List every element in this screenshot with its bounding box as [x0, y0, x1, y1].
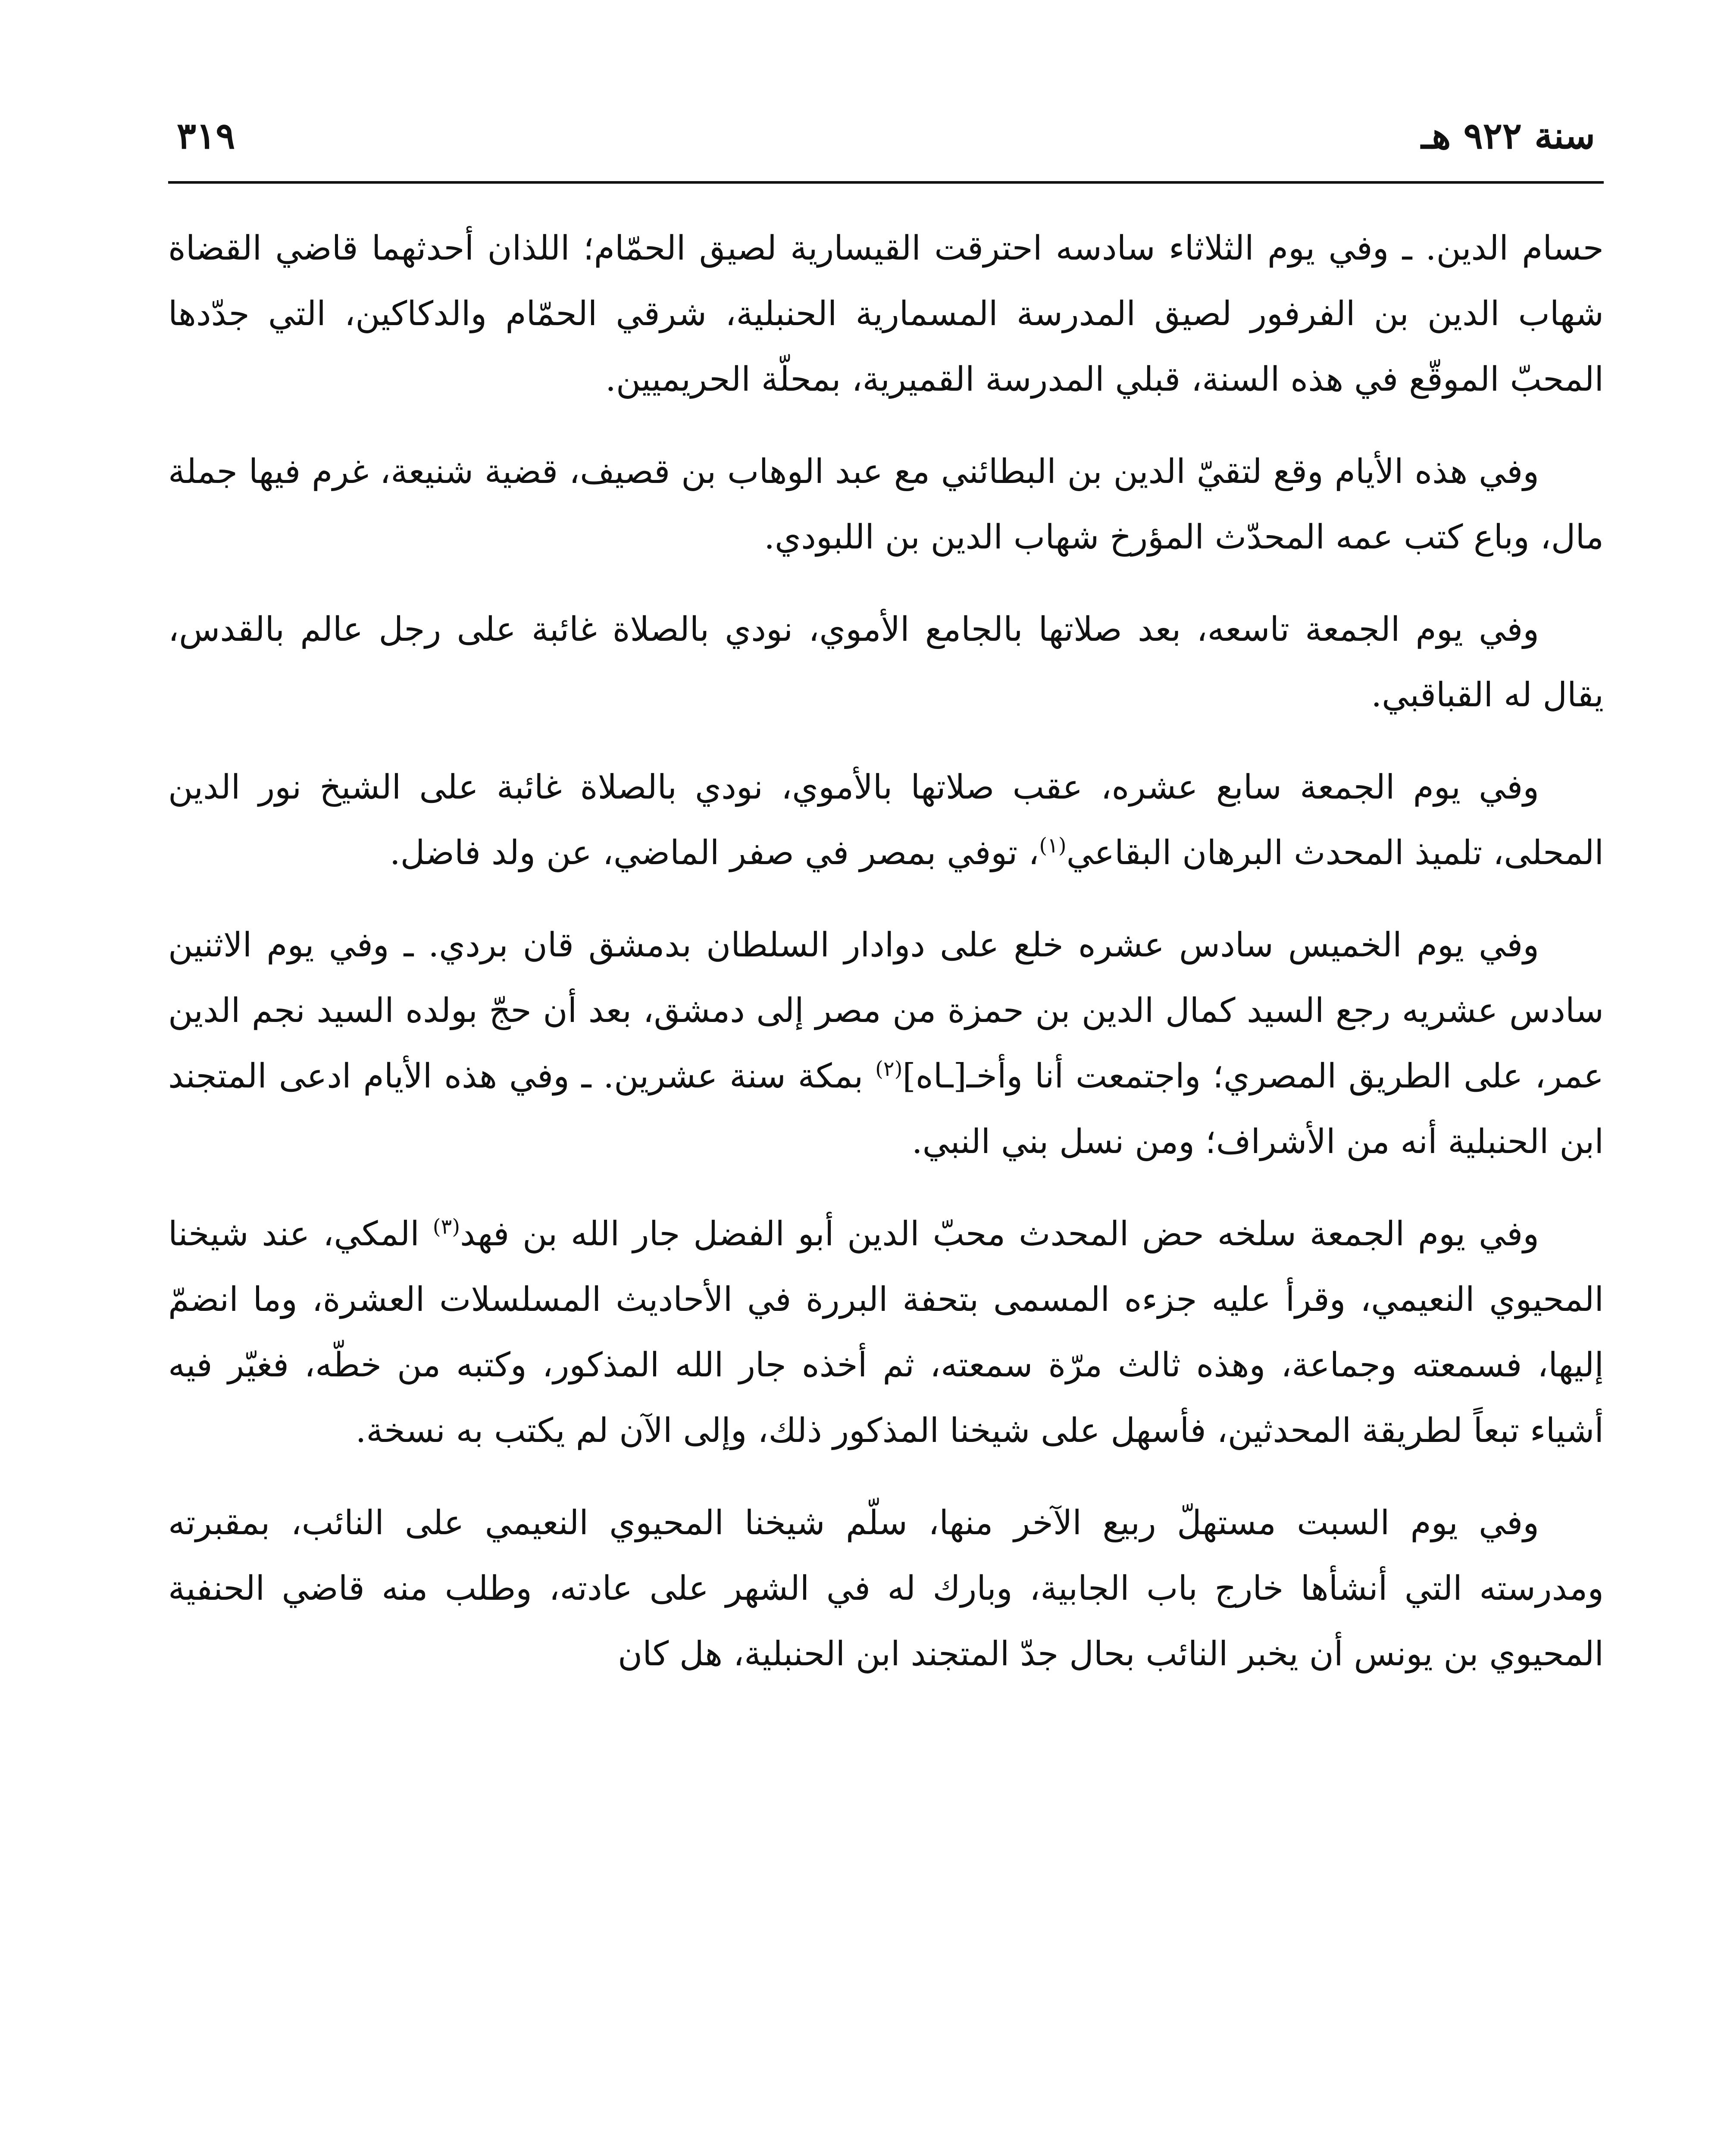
- paragraph-4-text-b: ، توفي بمصر في صفر الماضي، عن ولد فاضل.: [389, 834, 1039, 872]
- paragraph-5-text-a: وفي يوم الخميس سادس عشره خلع على دوادار السلطان بدمشق قان بردي. ـ وفي يوم الاثنين سادس عشريه رجع السيد كمال الدين بن حمزة من مصر إلى دمشق، بعد أن حجّ بولده السيد نجم الدين عمر، على الطريق المصري؛ واجتمعت أنا وأخـ[ـاه]: [168, 926, 1604, 1096]
- paragraph-6-text-b: المكي، عند شيخنا المحيوي النعيمي، وقرأ عليه جزءه المسمى بتحفة البررة في الأحاديث المسلسلات العشرة، وما انضمّ إليها، فسمعته وجماعة، وهذه ثالث مرّة سمعته، ثم أخذه جار الله المذكور، وكتبه من خطّه، فغيّر فيه أشياء تبعاً لطريقة المحدثين، فأسهل على شيخنا المذكور ذلك، وإلى الآن لم يكتب به نسخة.: [168, 1215, 1604, 1450]
- paragraph-5-text-b: بمكة سنة عشرين. ـ وفي هذه الأيام ادعى المتجند ابن الحنبلية أنه من الأشراف؛ ومن نسل بني النبي.: [168, 1057, 1604, 1161]
- paragraph-3: وفي يوم الجمعة تاسعه، بعد صلاتها بالجامع الأموي، نودي بالصلاة غائبة على رجل عالم بالقدس، يقال له القباقبي.: [168, 610, 1604, 714]
- footnote-ref-3: (٣): [432, 1215, 460, 1239]
- book-page: [168, 99, 1604, 2156]
- paragraph-6: [168, 1201, 1604, 1463]
- paragraph-4-text-a: وفي يوم الجمعة سابع عشره، عقب صلاتها بالأموي، نودي بالصلاة غائبة على الشيخ نور الدين المحلى، تلميذ المحدث البرهان البقاعي: [168, 768, 1604, 872]
- paragraph-6-text-a: وفي يوم الجمعة سلخه حض المحدث محبّ الدين أبو الفضل جار الله بن فهد: [460, 1215, 1539, 1253]
- paragraph-2: وفي هذه الأيام وقع لتقيّ الدين بن البطائني مع عبد الوهاب بن قصيف، قضية شنيعة، غرم فيها جملة مال، وباع كتب عمه المحدّث المؤرخ شهاب الدين بن اللبودي.: [168, 452, 1604, 557]
- header-year: سنة ٩٢٢ هـ: [1421, 114, 1595, 157]
- paragraph-7: وفي يوم السبت مستهلّ ربيع الآخر منها، سلّم شيخنا المحيوي النعيمي على النائب، بمقبرته ومدرسته التي أنشأها خارج باب الجابية، وبارك له في الشهر على عادته، وطلب منه قاضي الحنفية المحيوي بن يونس أن يخبر النائب بحال جدّ المتجند ابن الحنبلية، هل كان: [168, 1504, 1604, 1673]
- paragraph-1: حسام الدين. ـ وفي يوم الثلاثاء سادسه احترقت القيسارية لصيق الحمّام؛ اللذان أحدثهما قاضي القضاة شهاب الدين بن الفرفور لصيق المدرسة المسمارية الحنبلية، شرقي الحمّام والدكاكين، التي جدّدها المحبّ الموقّع في هذه السنة، قبلي المدرسة القميرية، بمحلّة الحريميين.: [168, 229, 1604, 399]
- footnote-ref-2: (٢): [875, 1057, 903, 1081]
- main-text: [168, 216, 1604, 1714]
- running-header: [168, 99, 1604, 172]
- paragraph-5: [168, 912, 1604, 1175]
- page-number: ٣١٩: [177, 114, 235, 157]
- header-rule: [168, 181, 1604, 184]
- footnote-ref-1: (١): [1039, 834, 1067, 858]
- paragraph-4: [168, 755, 1604, 886]
